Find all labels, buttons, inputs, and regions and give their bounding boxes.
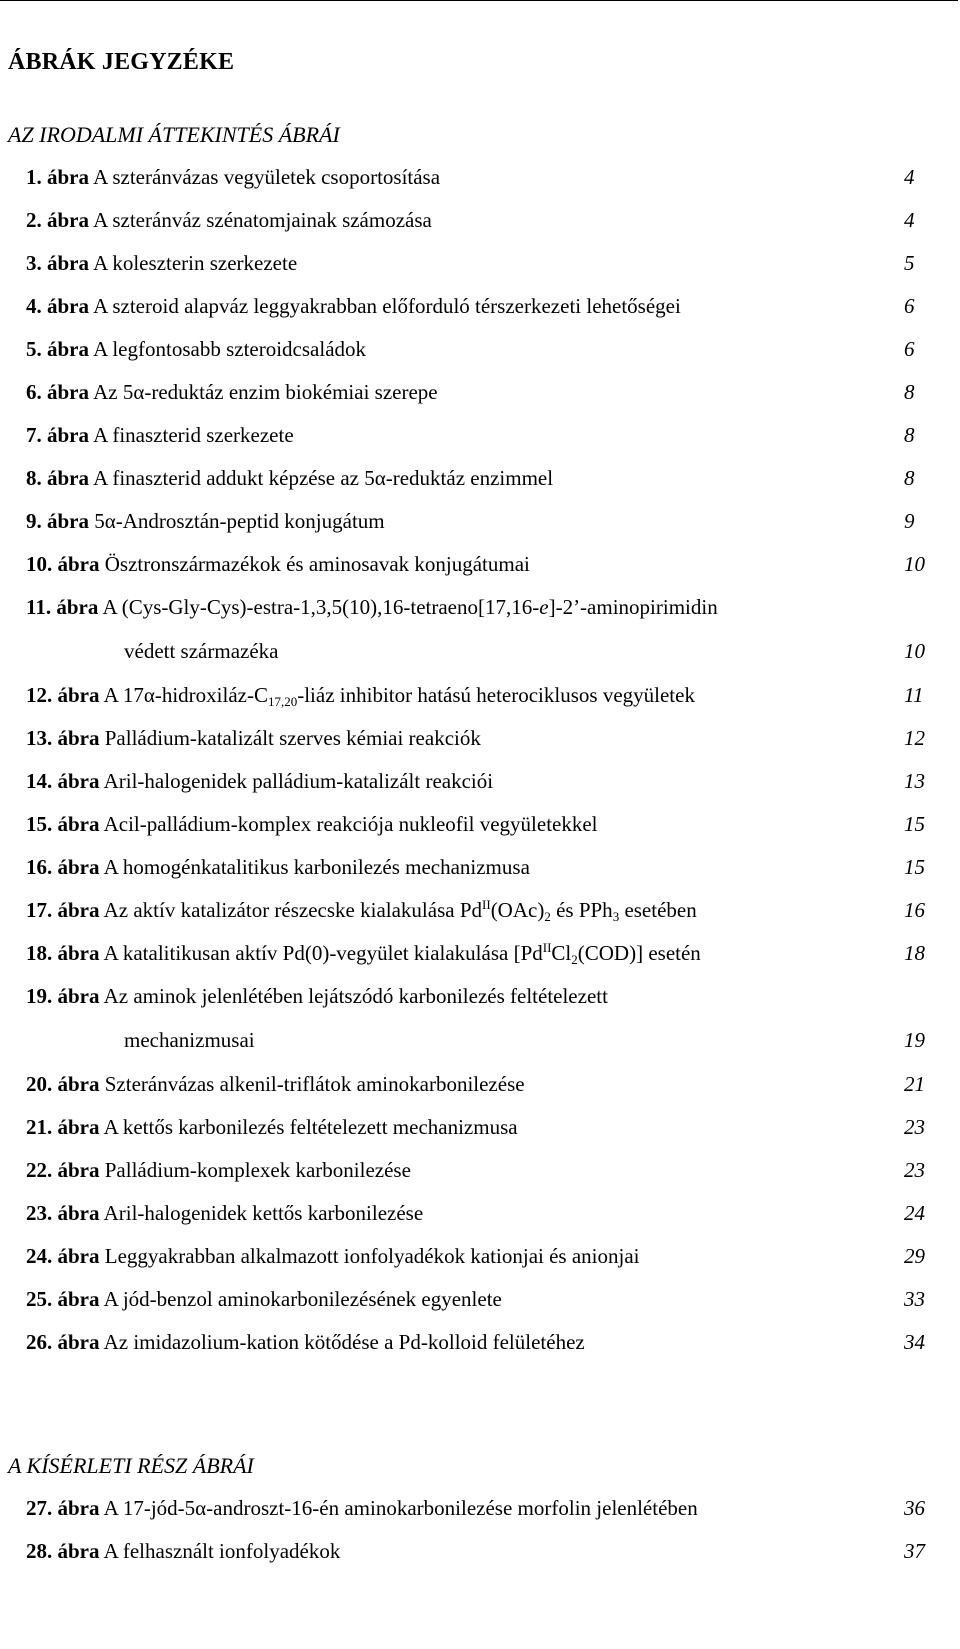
figure-word: ábra (57, 855, 100, 879)
subscript: 17,20 (267, 694, 298, 709)
figure-number: 9. (26, 509, 42, 533)
subscript: 3 (612, 909, 620, 924)
page-number: 19 (904, 1028, 925, 1052)
page-number: 21 (904, 1072, 925, 1096)
section-title-experimental: A KÍSÉRLETI RÉSZ ÁBRÁI (8, 1453, 254, 1478)
entry-line (26, 1539, 340, 1564)
figure-caption: A szteroid alapváz leggyakrabban előforduló térszerkezeti lehetőségei (93, 294, 681, 318)
figure-number: 22. (26, 1158, 53, 1182)
entry-line (26, 1201, 423, 1226)
entry-line (26, 855, 530, 880)
figure-word: ábra (47, 509, 89, 533)
entry-line (26, 1244, 639, 1269)
figure-word: ábra (47, 251, 89, 275)
page-number: 37 (904, 1539, 925, 1563)
figure-word: ábra (57, 812, 100, 836)
figure-caption: A szteránváz szénatomjainak számozása (93, 208, 432, 232)
entry-line (26, 595, 718, 620)
figure-number: 11. (26, 595, 52, 619)
figure-number: 17. (26, 898, 53, 922)
figure-word: ábra (47, 337, 89, 361)
figure-number: 7. (26, 423, 42, 447)
figure-caption-continued: védett származéka (124, 639, 279, 663)
entry-line (26, 165, 440, 190)
figure-number: 23. (26, 1201, 53, 1225)
figure-caption: A kettős karbonilezés feltételezett mechanizmusa (103, 1115, 518, 1139)
entry-line (26, 509, 385, 534)
figure-word: ábra (57, 1496, 100, 1520)
entry-line (26, 769, 493, 794)
entry-line (26, 380, 438, 405)
page-title: ÁBRÁK JEGYZÉKE (8, 49, 235, 75)
figure-caption: A 17-jód-5α-androszt-16-én aminokarbonilezése morfolin jelenlétében (103, 1496, 698, 1520)
figure-caption: Szteránvázas alkenil-triflátok aminokarbonilezése (104, 1072, 525, 1096)
figure-number: 18. (26, 941, 53, 965)
entry-line (26, 1072, 525, 1097)
figure-word: ábra (47, 466, 89, 490)
entry-line (26, 941, 701, 966)
figure-word: ábra (57, 1244, 100, 1268)
figure-caption: 5α-Androsztán-peptid konjugátum (94, 509, 385, 533)
figure-caption-part: (OAc) (490, 898, 545, 922)
figure-word: ábra (57, 683, 100, 707)
page-number: 13 (904, 769, 925, 793)
figure-number: 21. (26, 1115, 53, 1139)
figure-caption-part: -liáz inhibitor hatású heterociklusos vegyületek (297, 683, 695, 707)
figure-caption: A finaszterid addukt képzése az 5α-reduktáz enzimmel (93, 466, 554, 490)
figure-number: 6. (26, 380, 42, 404)
figure-caption: A finaszterid szerkezete (93, 423, 294, 447)
figure-word: ábra (57, 984, 100, 1008)
entry-line (26, 683, 695, 708)
page-number: 15 (904, 812, 925, 836)
page-number: 16 (904, 898, 925, 922)
figure-number: 12. (26, 683, 53, 707)
page-number: 34 (904, 1330, 925, 1354)
figure-word: ábra (57, 1072, 100, 1096)
figure-word: ábra (57, 769, 100, 793)
figure-number: 13. (26, 726, 53, 750)
figure-word: ábra (47, 380, 89, 404)
page-number: 15 (904, 855, 925, 879)
entry-line (26, 552, 530, 577)
figure-number: 15. (26, 812, 53, 836)
top-rule (0, 0, 958, 1)
figure-caption: A legfontosabb szteroidcsaládok (93, 337, 367, 361)
figure-caption: Leggyakrabban alkalmazott ionfolyadékok kationjai és anionjai (104, 1244, 640, 1268)
figure-caption: Az imidazolium-kation kötődése a Pd-kolloid felületéhez (103, 1330, 585, 1354)
figure-number: 3. (26, 251, 42, 275)
figure-caption: A szteránvázas vegyületek csoportosítása (93, 165, 441, 189)
figure-number: 2. (26, 208, 42, 232)
figure-caption-part: és PPh (550, 898, 613, 922)
figure-word: ábra (57, 1158, 100, 1182)
subscript: 2 (571, 952, 578, 967)
page-number: 23 (904, 1158, 925, 1182)
figure-caption-part: ]-2’-aminopirimidin (548, 595, 718, 619)
figure-number: 25. (26, 1287, 53, 1311)
figure-caption: Az aktív katalizátor részecske kialakulása Pd (103, 898, 483, 922)
figure-number: 26. (26, 1330, 53, 1354)
figure-caption: Aril-halogenidek palládium-katalizált reakciói (103, 769, 494, 793)
entry-line (26, 726, 481, 751)
figure-caption-part: esetében (619, 898, 697, 922)
figure-word: ábra (47, 423, 89, 447)
page-number: 18 (904, 941, 925, 965)
figure-caption: A (Cys-Gly-Cys)-estra-1,3,5(10),16-tetraeno[17,16- (102, 595, 540, 619)
entry-line (26, 1330, 585, 1355)
page-number: 11 (904, 683, 924, 707)
figure-caption-part: Cl (551, 941, 572, 965)
figure-caption: A jód-benzol aminokarbonilezésének egyenlete (103, 1287, 502, 1311)
entry-line (26, 1496, 698, 1521)
figure-word: ábra (57, 1539, 100, 1563)
entry-line (26, 1158, 411, 1183)
entry-line (26, 251, 297, 276)
page-number: 33 (904, 1287, 925, 1311)
figure-word: ábra (47, 294, 89, 318)
figure-caption: A felhasznált ionfolyadékok (103, 1539, 341, 1563)
entry-line (26, 294, 681, 319)
figure-caption: A homogénkatalitikus karbonilezés mechanizmusa (103, 855, 530, 879)
figure-word: ábra (57, 1287, 100, 1311)
entry-line (26, 466, 553, 491)
figure-caption: A 17α-hidroxiláz-C (103, 683, 268, 707)
figure-caption-continued: mechanizmusai (124, 1028, 255, 1052)
figure-caption: Ösztronszármazékok és aminosavak konjugátumai (104, 552, 530, 576)
figure-word: ábra (57, 1201, 100, 1225)
figure-word: ábra (57, 941, 100, 965)
figure-number: 27. (26, 1496, 53, 1520)
figure-caption-part: (COD)] esetén (577, 941, 701, 965)
figure-number: 1. (26, 165, 42, 189)
page-number: 4 (904, 208, 915, 232)
figure-number: 4. (26, 294, 42, 318)
figure-word: ábra (47, 208, 89, 232)
page-number: 9 (904, 509, 915, 533)
figure-caption: Az 5α-reduktáz enzim biokémiai szerepe (93, 380, 438, 404)
page-number: 10 (904, 552, 925, 576)
figure-number: 16. (26, 855, 53, 879)
figure-caption: Az aminok jelenlétében lejátszódó karbonilezés feltételezett (103, 984, 608, 1008)
figure-number: 28. (26, 1539, 53, 1563)
page-number: 36 (904, 1496, 925, 1520)
entry-line (26, 984, 608, 1009)
entry-line (26, 337, 366, 362)
figure-number: 19. (26, 984, 53, 1008)
figure-number: 8. (26, 466, 42, 490)
page-number: 8 (904, 466, 915, 490)
page-number: 6 (904, 337, 915, 361)
page-number: 8 (904, 423, 915, 447)
figure-caption: Palládium-komplexek karbonilezése (104, 1158, 411, 1182)
subscript: 2 (544, 909, 551, 924)
figure-caption: Aril-halogenidek kettős karbonilezése (103, 1201, 424, 1225)
page-number: 6 (904, 294, 915, 318)
page-number: 10 (904, 639, 925, 663)
entry-line (26, 812, 598, 837)
page-number: 12 (904, 726, 925, 750)
figure-number: 14. (26, 769, 53, 793)
figure-word: ábra (57, 1330, 100, 1354)
figure-number: 24. (26, 1244, 53, 1268)
figure-caption: A katalitikusan aktív Pd(0)-vegyület kialakulása [Pd (103, 941, 543, 965)
page-number: 5 (904, 251, 915, 275)
section-title-literature: AZ IRODALMI ÁTTEKINTÉS ÁBRÁI (8, 122, 340, 147)
figure-word: ábra (57, 1115, 100, 1139)
figure-word: ábra (57, 726, 100, 750)
superscript: II (482, 897, 491, 912)
figure-word: ábra (57, 552, 100, 576)
figure-number: 10. (26, 552, 53, 576)
entry-line (26, 208, 432, 233)
entry-line (26, 1115, 518, 1140)
entry-line (26, 423, 294, 448)
figure-caption: A koleszterin szerkezete (93, 251, 298, 275)
page-number: 23 (904, 1115, 925, 1139)
figure-caption-italic: e (539, 595, 549, 619)
figure-word: ábra (47, 165, 89, 189)
figure-number: 5. (26, 337, 42, 361)
figure-number: 20. (26, 1072, 53, 1096)
entry-line (26, 1287, 502, 1312)
page-number: 24 (904, 1201, 925, 1225)
figure-caption: Palládium-katalizált szerves kémiai reakciók (104, 726, 481, 750)
page-number: 8 (904, 380, 915, 404)
figure-word: ábra (57, 898, 100, 922)
page-number: 4 (904, 165, 915, 189)
figure-caption: Acil-palládium-komplex reakciója nukleofil vegyületekkel (103, 812, 598, 836)
page-number: 29 (904, 1244, 925, 1268)
superscript: II (542, 940, 552, 955)
figure-word: ábra (56, 595, 99, 619)
entry-line (26, 898, 697, 923)
